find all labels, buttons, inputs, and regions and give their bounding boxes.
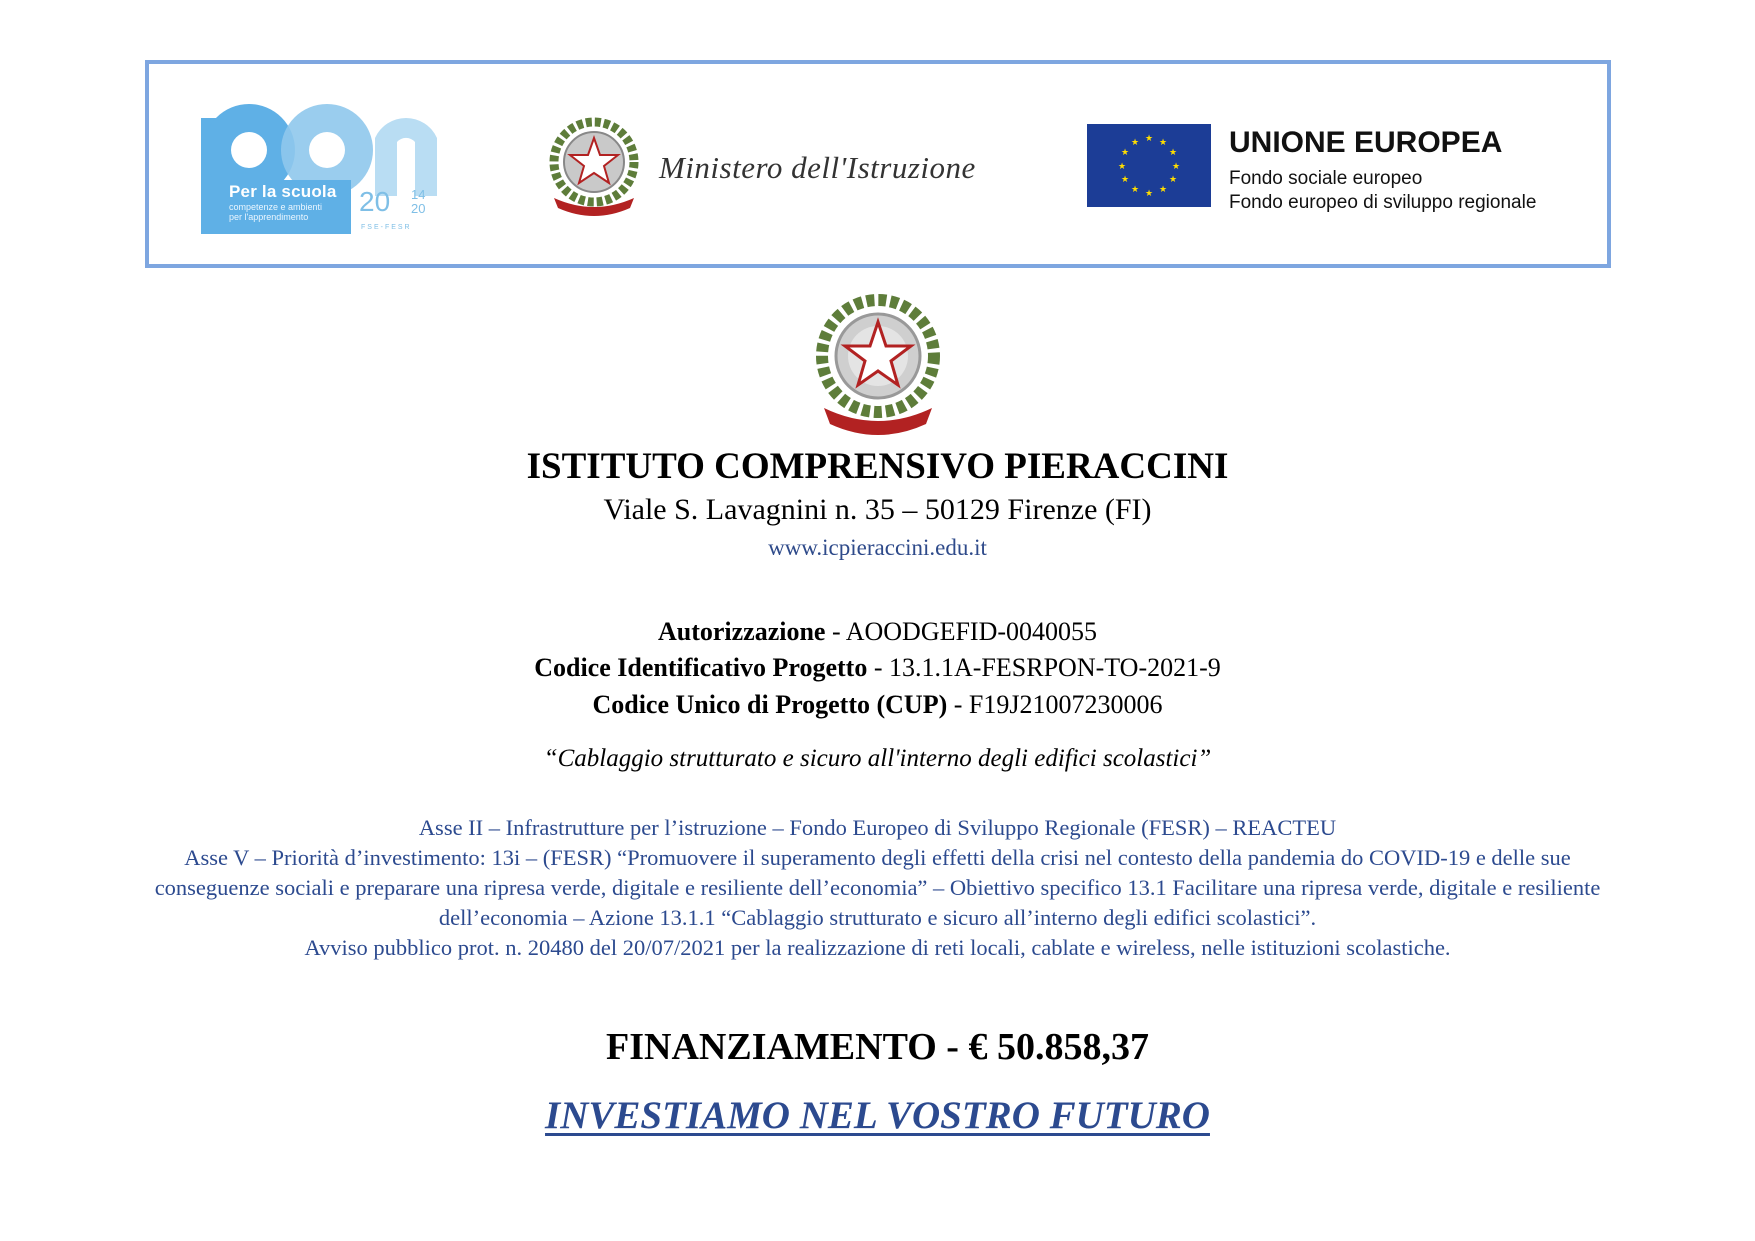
- pon-year-range: [411, 188, 425, 216]
- svg-text:★: ★: [1168, 175, 1178, 185]
- cup-value: - F19J21007230006: [947, 690, 1163, 719]
- logo-banner: [145, 60, 1611, 268]
- slogan-text: INVESTIAMO NEL VOSTRO FUTURO: [545, 1094, 1210, 1137]
- asse-v-block: [150, 843, 1605, 963]
- eu-fund-social: Fondo sociale europeo: [1229, 168, 1423, 189]
- pon-year-top: 14: [411, 187, 426, 202]
- eu-fund-regional: Fondo europeo di sviluppo regionale: [1229, 192, 1537, 213]
- svg-text:★: ★: [1158, 185, 1168, 195]
- pon-year-bottom: 20: [411, 201, 426, 216]
- project-code-label: Codice Identificativo Progetto: [534, 653, 868, 682]
- pon-years: [359, 186, 426, 218]
- cup-row: [0, 690, 1755, 720]
- svg-text:★: ★: [1120, 175, 1130, 185]
- authorization-row: [0, 617, 1755, 647]
- svg-text:★: ★: [1117, 162, 1127, 172]
- svg-text:★: ★: [1144, 134, 1154, 144]
- republic-emblem-icon: [544, 112, 644, 220]
- pon-subtitle-1: competenze e ambienti: [229, 202, 323, 212]
- project-title: “Cablaggio strutturato e sicuro all'interno degli edifici scolastici”: [543, 745, 1212, 772]
- authorization-value: - AOODGEFID-0040055: [825, 617, 1098, 646]
- svg-text:★: ★: [1120, 148, 1130, 158]
- slogan: [0, 1093, 1755, 1138]
- svg-text:★: ★: [1171, 162, 1181, 172]
- svg-text:★: ★: [1168, 148, 1178, 158]
- school-website-link[interactable]: www.icpieraccini.edu.it: [768, 535, 987, 560]
- svg-text:★: ★: [1130, 185, 1140, 195]
- republic-emblem-large-icon: [812, 290, 944, 442]
- project-code-row: [0, 653, 1755, 683]
- pon-fund: FSE-FESR: [361, 224, 412, 231]
- school-name: ISTITUTO COMPRENSIVO PIERACCINI: [526, 446, 1229, 487]
- school-address: Viale S. Lavagnini n. 35 – 50129 Firenze (FI): [603, 493, 1152, 526]
- pon-year-start: 20: [359, 186, 391, 217]
- asse-v-paragraph: Asse V – Priorità d’investimento: 13i – (FESR) “Promuovere il superamento degli effetti della crisi nel contesto della pandemia do COVID-19 e delle sue conseguenze sociali e preparare una ripresa verde, digitale e resiliente dell’economia” – Obiettivo specifico 13.1 Facilitare una ripresa verde, digitale e resiliente dell’economia – Azione 13.1.1 “Cablaggio strutturato e sicuro all’interno degli edifici scolastici”.: [154, 845, 1601, 930]
- authorization-label: Autorizzazione: [657, 617, 826, 646]
- cup-label: Codice Unico di Progetto (CUP): [592, 690, 948, 719]
- pon-caption: [229, 182, 337, 222]
- eu-flag-icon: [1087, 124, 1211, 207]
- project-code-value: - 13.1.1A-FESRPON-TO-2021-9: [867, 653, 1221, 682]
- svg-text:★: ★: [1130, 138, 1140, 148]
- svg-text:★: ★: [1158, 138, 1168, 148]
- pon-logo: [199, 98, 439, 236]
- asse-ii-line: Asse II – Infrastrutture per l’istruzione – Fondo Europeo di Sviluppo Regionale (FESR) – REACTEU: [418, 815, 1337, 840]
- ministero-name: Ministero dell'Istruzione: [659, 150, 976, 185]
- eu-title: UNIONE EUROPEA: [1229, 126, 1503, 159]
- svg-text:★: ★: [1144, 189, 1154, 199]
- funding-amount: FINANZIAMENTO - € 50.858,37: [606, 1026, 1149, 1068]
- pon-title: Per la scuola: [229, 182, 337, 201]
- public-notice: Avviso pubblico prot. n. 20480 del 20/07/2021 per la realizzazione di reti locali, cablate e wireless, nelle istituzioni scolastiche.: [304, 935, 1451, 960]
- pon-subtitle-2: per l'apprendimento: [229, 212, 309, 222]
